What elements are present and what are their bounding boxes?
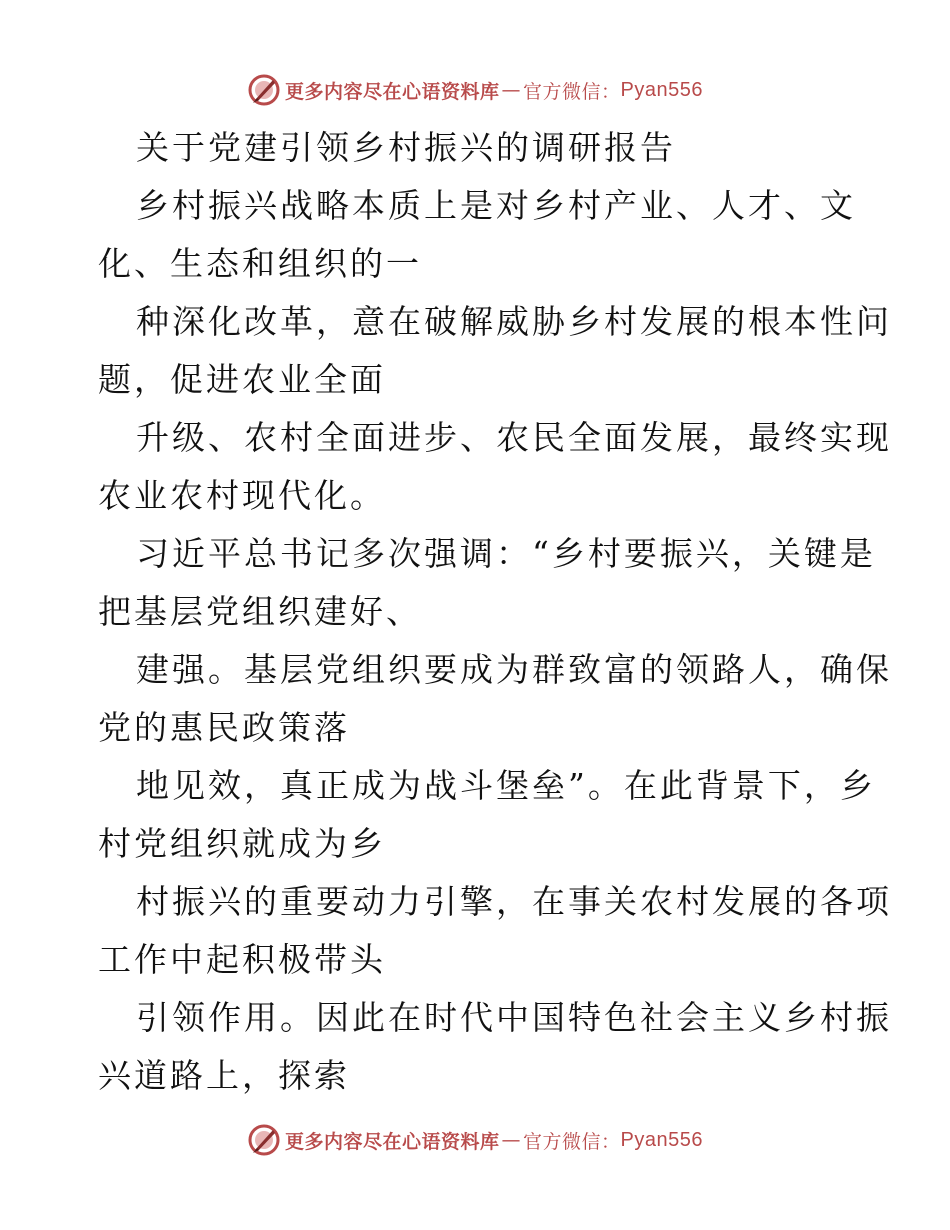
header-banner <box>0 70 950 110</box>
paragraph-line: 题，促进农业全面 <box>98 360 386 399</box>
paragraph-line: 农业农村现代化。 <box>98 476 386 515</box>
quill-pen-logo-icon <box>247 1123 281 1157</box>
footer-banner <box>0 1120 950 1160</box>
banner-sub-text: 官方微信： <box>523 1130 621 1153</box>
paragraph-line: 地见效，真正成为战斗堡垒”。在此背景下，乡 <box>136 766 876 805</box>
banner-dash: — <box>501 1129 522 1151</box>
paragraph-line: 建强。基层党组织要成为群致富的领路人，确保 <box>136 650 892 689</box>
document-title: 关于党建引领乡村振兴的调研报告 <box>136 128 676 167</box>
paragraph-line: 村振兴的重要动力引擎，在事关农村发展的各项 <box>136 882 892 921</box>
paragraph-line: 党的惠民政策落 <box>98 708 350 747</box>
paragraph-line: 工作中起积极带头 <box>98 940 386 979</box>
paragraph-line: 种深化改革，意在破解威胁乡村发展的根本性问 <box>136 302 892 341</box>
paragraph-line: 习近平总书记多次强调：“乡村要振兴，关键是 <box>136 534 876 573</box>
paragraph-line: 村党组织就成为乡 <box>98 824 386 863</box>
quill-pen-logo-icon <box>247 73 281 107</box>
paragraph-line: 化、生态和组织的一 <box>98 244 422 283</box>
banner-main-text: 更多内容尽在心语资料库 <box>285 80 500 103</box>
banner-dash: — <box>501 79 522 101</box>
banner-wechat-id: Pyan556 <box>620 78 703 101</box>
paragraph-line: 把基层党组织建好、 <box>98 592 422 631</box>
paragraph-line: 升级、农村全面进步、农民全面发展，最终实现 <box>136 418 892 457</box>
banner-main-text: 更多内容尽在心语资料库 <box>285 1130 500 1153</box>
banner-wechat-id: Pyan556 <box>620 1128 703 1151</box>
paragraph-line: 兴道路上，探索 <box>98 1056 350 1095</box>
paragraph-line: 引领作用。因此在时代中国特色社会主义乡村振 <box>136 998 892 1037</box>
paragraph-line: 乡村振兴战略本质上是对乡村产业、人才、文 <box>136 186 856 225</box>
banner-sub-text: 官方微信： <box>523 80 621 103</box>
